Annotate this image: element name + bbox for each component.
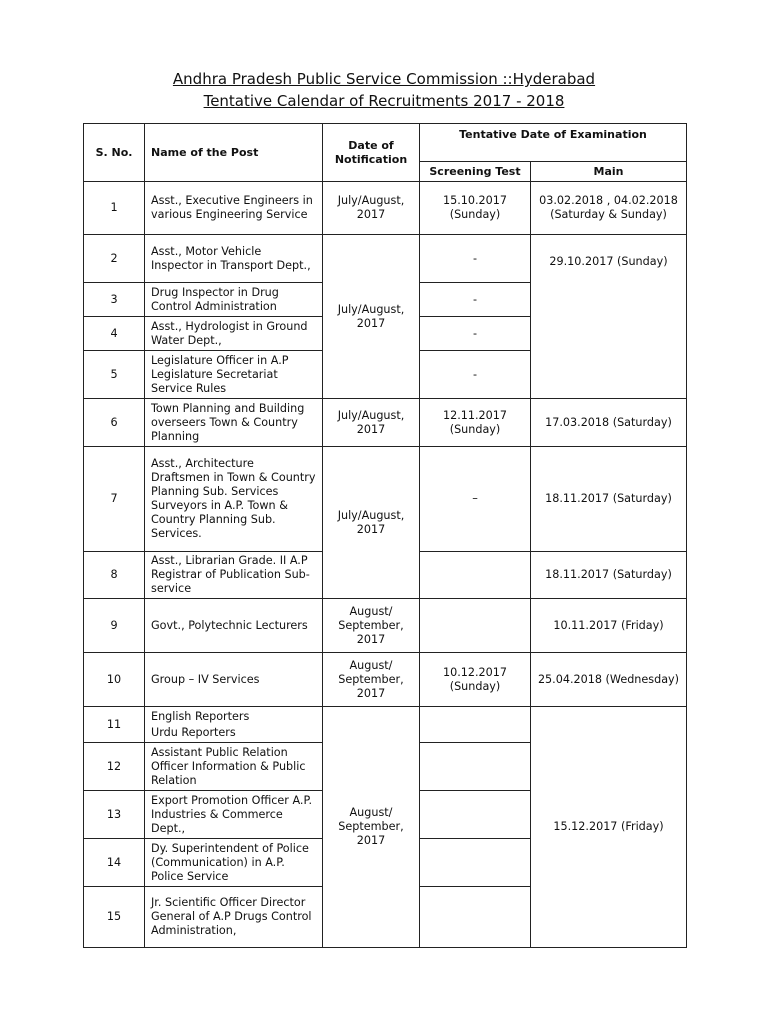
notification-cell: July/August, 2017 [323, 182, 420, 235]
screening-cell [420, 887, 531, 948]
table-row [84, 399, 687, 447]
post-cell: Town Planning and Building overseers Town & Country Planning [145, 399, 323, 447]
sno-cell: 14 [84, 839, 145, 887]
post-cell: Asst., Motor Vehicle Inspector in Transport Dept., [145, 235, 323, 283]
sno-cell: 13 [84, 791, 145, 839]
table-row [84, 182, 687, 235]
notification-cell: August/ September, 2017 [323, 599, 420, 653]
header-notification: Date of Notification [323, 124, 420, 182]
main-cell: 18.11.2017 (Saturday) [531, 447, 687, 552]
sno-cell: 7 [84, 447, 145, 552]
main-cell: 15.12.2017 (Friday) [531, 707, 687, 948]
sno-cell: 2 [84, 235, 145, 283]
post-cell: Asst., Hydrologist in Ground Water Dept., [145, 317, 323, 351]
screening-cell: 12.11.2017 (Sunday) [420, 399, 531, 447]
table-row [84, 599, 687, 653]
main-cell: 25.04.2018 (Wednesday) [531, 653, 687, 707]
screening-cell [420, 599, 531, 653]
table-row [84, 707, 687, 743]
post-line: English Reporters [151, 709, 250, 723]
post-cell: Group – IV Services [145, 653, 323, 707]
notification-cell: July/August, 2017 [323, 235, 420, 399]
post-cell: Asst., Executive Engineers in various Engineering Service [145, 182, 323, 235]
post-cell: Export Promotion Officer A.P. Industries & Commerce Dept., [145, 791, 323, 839]
screening-cell [420, 707, 531, 743]
post-line: Asst., Architecture Draftsmen in Town & Country Planning Sub. Services [151, 457, 316, 498]
main-cell: 18.11.2017 (Saturday) [531, 552, 687, 599]
sno-cell: 6 [84, 399, 145, 447]
header-tentative-date: Tentative Date of Examination [420, 124, 687, 162]
screening-cell: - [420, 317, 531, 351]
header-main: Main [531, 162, 687, 182]
screening-cell: 10.12.2017 (Sunday) [420, 653, 531, 707]
screening-cell [420, 552, 531, 599]
post-cell: Legislature Officer in A.P Legislature Secretariat Service Rules [145, 351, 323, 399]
table-row [84, 653, 687, 707]
document-subtitle: Tentative Calendar of Recruitments 2017 - 2018 [203, 92, 565, 110]
post-line: Surveyors in A.P. Town & Country Planning Sub. Services. [151, 499, 288, 540]
header-screening-test: Screening Test [420, 162, 531, 182]
notification-cell: August/ September, 2017 [323, 707, 420, 948]
screening-cell: - [420, 283, 531, 317]
notification-cell: July/August, 2017 [323, 447, 420, 599]
post-cell: Asst., Librarian Grade. II A.P Registrar of Publication Sub-service [145, 552, 323, 599]
notification-cell: July/August, 2017 [323, 399, 420, 447]
header-sno: S. No. [84, 124, 145, 182]
post-cell [145, 447, 323, 552]
screening-cell: 15.10.2017 (Sunday) [420, 182, 531, 235]
sno-cell: 11 [84, 707, 145, 743]
post-cell: Dy. Superintendent of Police (Communication) in A.P. Police Service [145, 839, 323, 887]
sno-cell: 8 [84, 552, 145, 599]
document-title: Andhra Pradesh Public Service Commission ::Hyderabad [172, 70, 596, 88]
sno-cell: 9 [84, 599, 145, 653]
post-cell: Drug Inspector in Drug Control Administration [145, 283, 323, 317]
main-cell: 29.10.2017 (Sunday) [531, 235, 687, 399]
main-cell: 17.03.2018 (Saturday) [531, 399, 687, 447]
sno-cell: 15 [84, 887, 145, 948]
screening-cell: – [420, 447, 531, 552]
table-row [84, 447, 687, 552]
post-cell: Jr. Scientific Officer Director General of A.P Drugs Control Administration, [145, 887, 323, 948]
main-cell: 03.02.2018 , 04.02.2018 (Saturday & Sunday) [531, 182, 687, 235]
screening-cell: - [420, 351, 531, 399]
sno-cell: 4 [84, 317, 145, 351]
sno-cell: 1 [84, 182, 145, 235]
post-cell [145, 707, 323, 743]
post-cell: Govt., Polytechnic Lecturers [145, 599, 323, 653]
sno-cell: 5 [84, 351, 145, 399]
screening-cell [420, 839, 531, 887]
sno-cell: 3 [84, 283, 145, 317]
screening-cell: - [420, 235, 531, 283]
recruitment-calendar-table [83, 123, 687, 948]
screening-cell [420, 791, 531, 839]
screening-cell [420, 743, 531, 791]
main-cell: 10.11.2017 (Friday) [531, 599, 687, 653]
sno-cell: 10 [84, 653, 145, 707]
sno-cell: 12 [84, 743, 145, 791]
notification-cell: August/ September, 2017 [323, 653, 420, 707]
post-line: Urdu Reporters [151, 725, 236, 739]
post-cell: Assistant Public Relation Officer Information & Public Relation [145, 743, 323, 791]
header-post: Name of the Post [145, 124, 323, 182]
table-row [84, 235, 687, 283]
